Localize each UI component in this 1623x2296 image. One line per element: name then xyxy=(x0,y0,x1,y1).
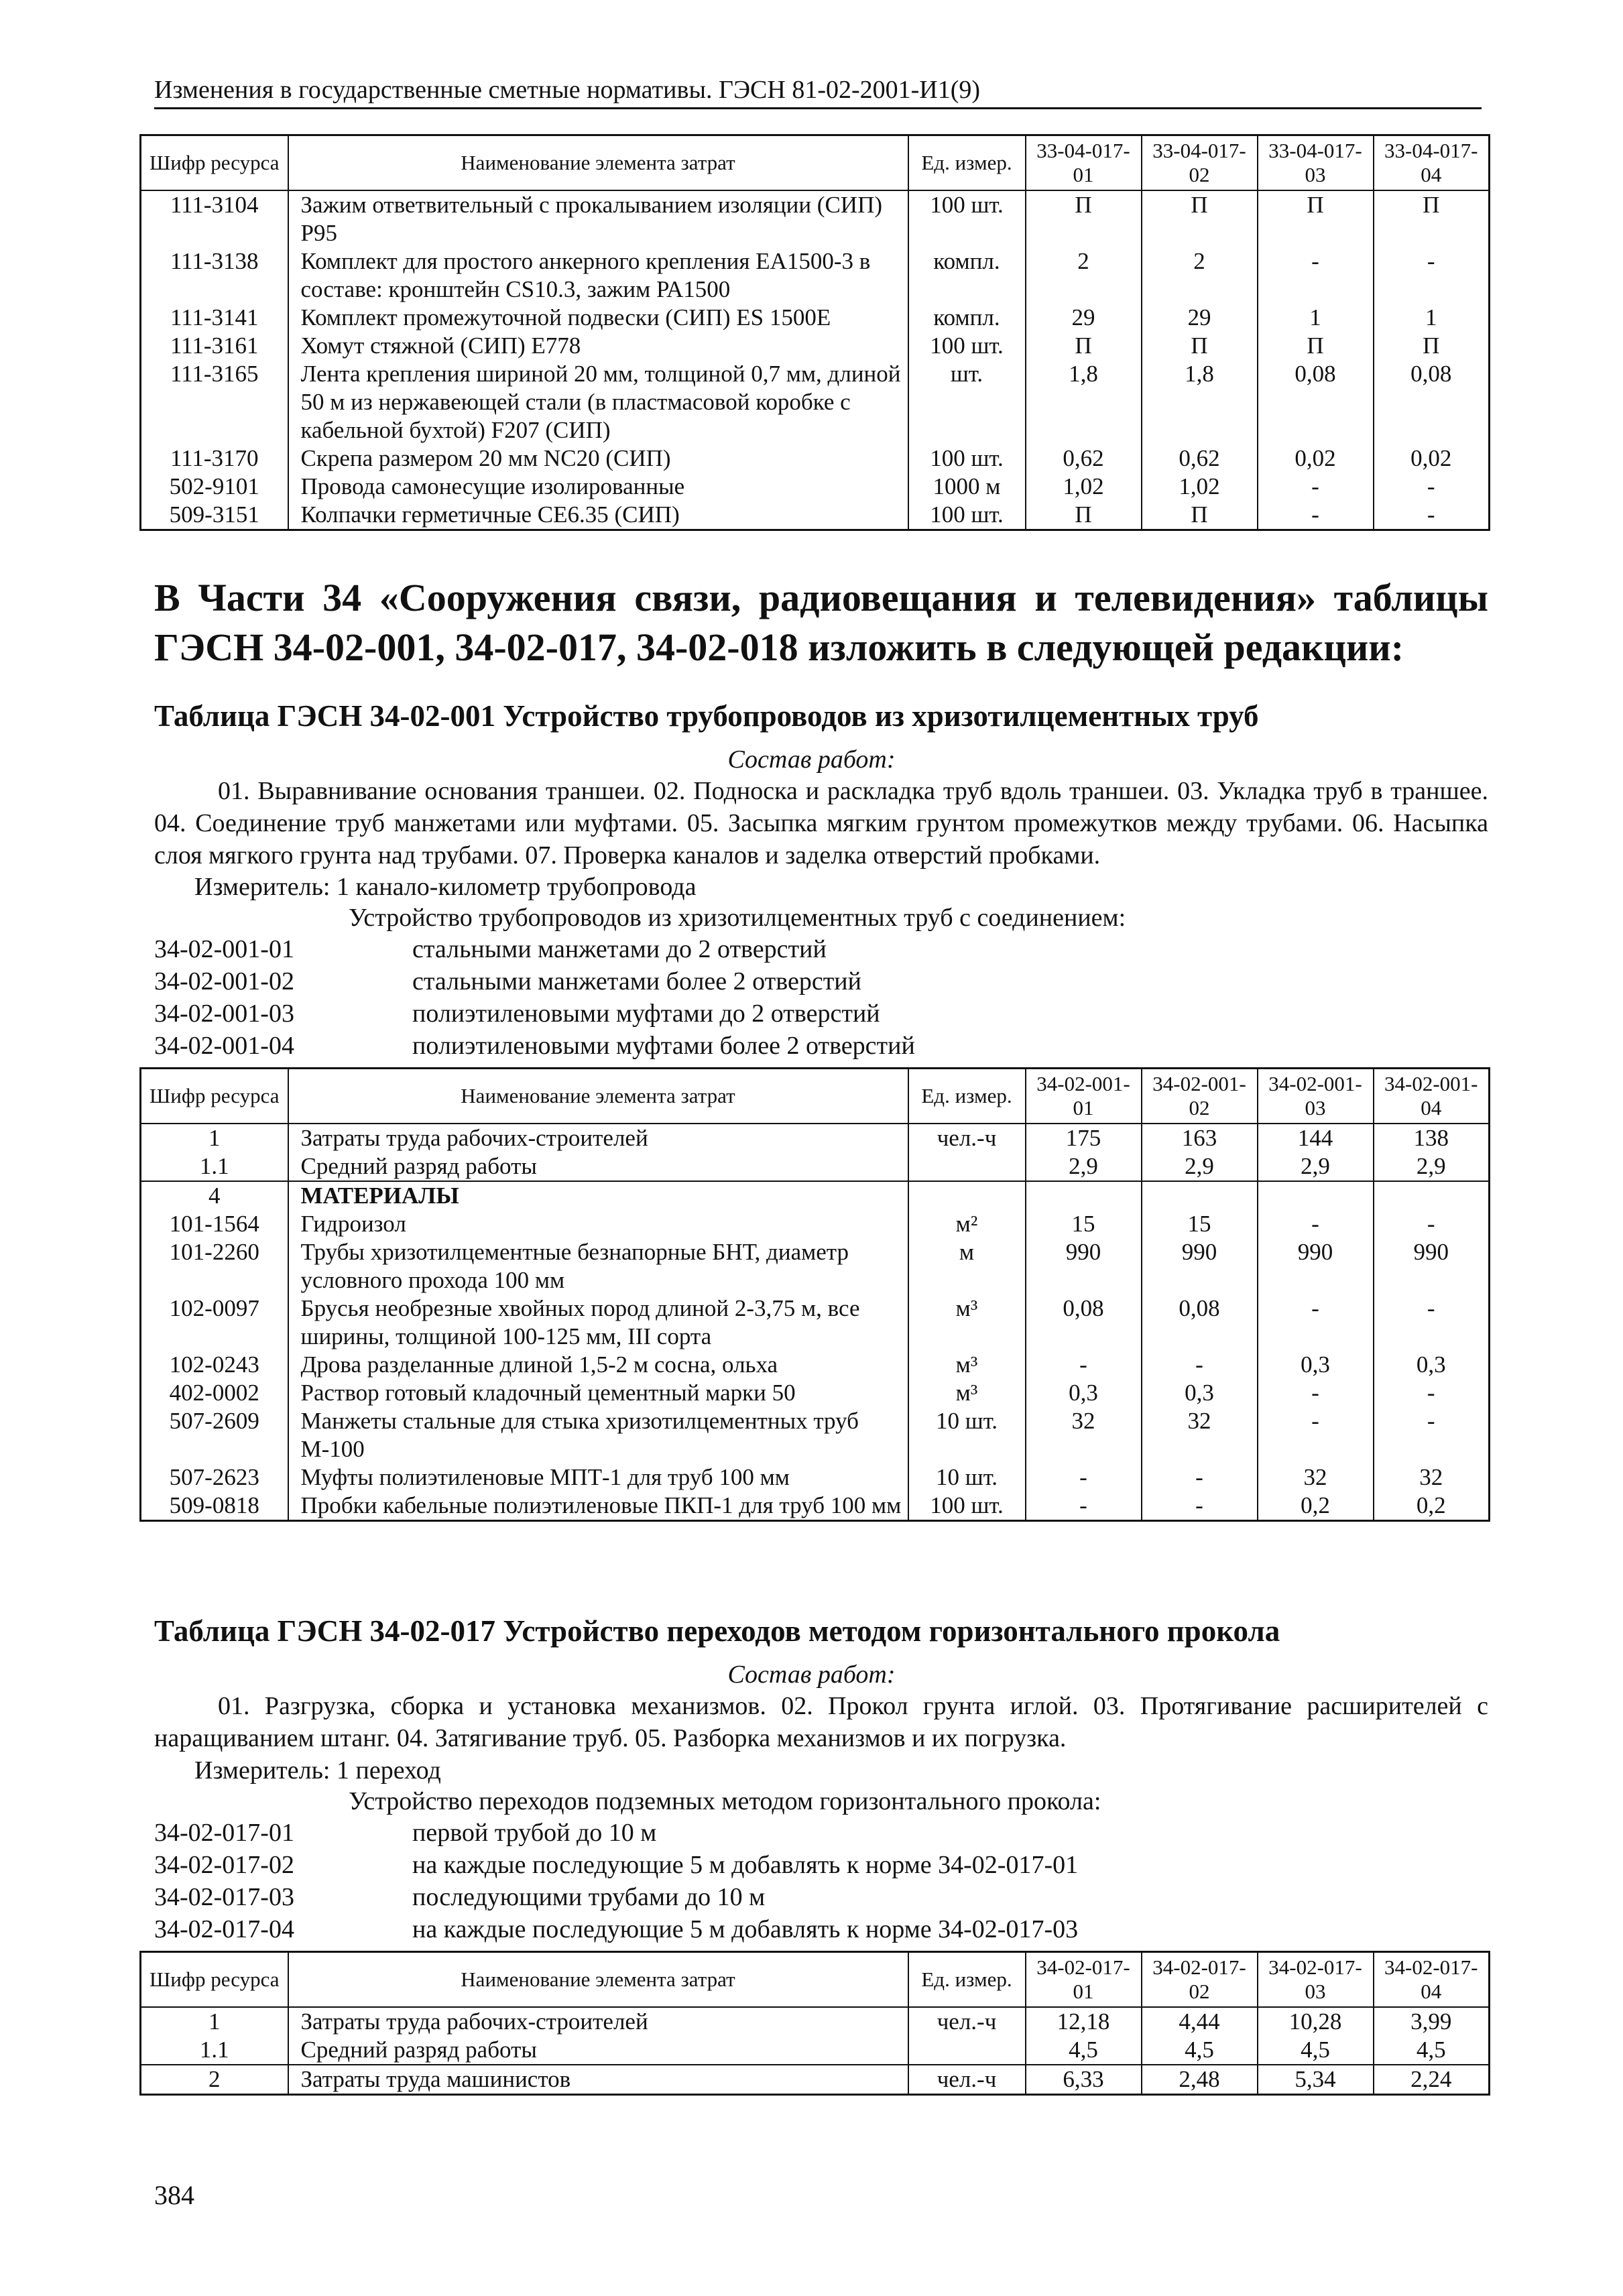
cell-value-2: П xyxy=(1142,332,1258,360)
cell-value-2: 4,5 xyxy=(1142,2036,1258,2065)
cell-name: Гидроизол xyxy=(288,1210,908,1238)
cell-value-3: - xyxy=(1258,247,1374,304)
cell-value-4: 3,99 xyxy=(1374,2007,1490,2036)
cell-value-2: - xyxy=(1142,1351,1258,1379)
variant-code: 34-02-017-03 xyxy=(154,1883,294,1911)
variant-text: стальными манжетами более 2 отверстий xyxy=(412,967,861,995)
section2-title: Таблица ГЭСН 34-02-017 Устройство переходов методом горизонтального прокола xyxy=(154,1614,1280,1648)
cell-value-4: - xyxy=(1374,473,1490,501)
cell-value-2: 15 xyxy=(1142,1210,1258,1238)
cell-value-1: - xyxy=(1026,1463,1142,1492)
cell-value-4: П xyxy=(1374,190,1490,247)
cell-value-2: 990 xyxy=(1142,1238,1258,1294)
cell-code: 102-0243 xyxy=(141,1351,288,1379)
cell-unit: 100 шт. xyxy=(908,1492,1026,1521)
variant-text: стальными манжетами до 2 отверстий xyxy=(412,935,827,963)
cell-value-1: - xyxy=(1026,1492,1142,1521)
cell-code: 1 xyxy=(141,2007,288,2036)
variant-code: 34-02-001-02 xyxy=(154,967,294,995)
cell-code: 402-0002 xyxy=(141,1379,288,1407)
cell-name: Трубы хризотилцементные безнапорные БНТ, диаметр условного прохода 100 мм xyxy=(288,1238,908,1294)
cell-code: 111-3141 xyxy=(141,304,288,332)
variant-text: на каждые последующие 5 м добавлять к норме 34-02-017-03 xyxy=(412,1915,1079,1943)
cell-value-4: - xyxy=(1374,501,1490,530)
header-name: Наименование элемента затрат xyxy=(288,1952,908,2008)
cell-value-3: 0,2 xyxy=(1258,1492,1374,1521)
cell-code: 509-0818 xyxy=(141,1492,288,1521)
table-row xyxy=(141,1463,1490,1492)
cell-value-3: - xyxy=(1258,1379,1374,1407)
header-col-2: 34-02-001-02 xyxy=(1142,1069,1258,1124)
cell-value-4: 2,24 xyxy=(1374,2065,1490,2095)
cell-value-4: 0,3 xyxy=(1374,1351,1490,1379)
cell-value-2: 0,08 xyxy=(1142,1294,1258,1351)
cell-name: Средний разряд работы xyxy=(288,2036,908,2065)
cell-value-2: 4,44 xyxy=(1142,2007,1258,2036)
cell-unit: м xyxy=(908,1238,1026,1294)
cell-value-2: 0,3 xyxy=(1142,1379,1258,1407)
variant-code: 34-02-017-04 xyxy=(154,1915,294,1943)
section2-meter: Измеритель: 1 переход xyxy=(194,1756,441,1785)
table-row xyxy=(141,360,1490,444)
variant-code: 34-02-017-02 xyxy=(154,1851,294,1879)
cell-name: Средний разряд работы xyxy=(288,1152,908,1181)
cell-value-2: П xyxy=(1142,190,1258,247)
cell-value-1: 0,3 xyxy=(1026,1379,1142,1407)
cell-value-3: 4,5 xyxy=(1258,2036,1374,2065)
cell-value-3: - xyxy=(1258,501,1374,530)
cell-value-1: - xyxy=(1026,1351,1142,1379)
cell-name: Манжеты стальные для стыка хризотилцементных труб М-100 xyxy=(288,1407,908,1463)
cell-value-2: 1,02 xyxy=(1142,473,1258,501)
cell-value-4: 32 xyxy=(1374,1463,1490,1492)
table-row xyxy=(141,1407,1490,1463)
cell-value-1: 0,08 xyxy=(1026,1294,1142,1351)
header-col-2: 34-02-017-02 xyxy=(1142,1952,1258,2008)
cell-value-3: 1 xyxy=(1258,304,1374,332)
cell-name: Лента крепления шириной 20 мм, толщиной 0,7 мм, длиной 50 м из нержавеющей стали (в пластмасовой коробке с кабельной бухтой) F207 (СИП) xyxy=(288,360,908,444)
cell-value-3: 32 xyxy=(1258,1463,1374,1492)
section2-composition-text: 01. Разгрузка, сборка и установка механизмов. 02. Прокол грунта иглой. 03. Протягивание расширителей с наращиванием штанг. 04. Затягивание труб. 05. Разборка механизмов и их погрузка. xyxy=(154,1692,1488,1752)
header-name: Наименование элемента затрат xyxy=(288,135,908,191)
variant-code: 34-02-001-03 xyxy=(154,1000,294,1028)
cell-value-4: 0,02 xyxy=(1374,444,1490,473)
header-col-4: 34-02-001-04 xyxy=(1374,1069,1490,1124)
cell-name: Хомут стяжной (СИП) Е778 xyxy=(288,332,908,360)
cell-value-2: 29 xyxy=(1142,304,1258,332)
cell-value-3: 5,34 xyxy=(1258,2065,1374,2095)
table-row xyxy=(141,247,1490,304)
header-unit: Ед. измер. xyxy=(908,1952,1026,2008)
cell-value-4: - xyxy=(1374,1379,1490,1407)
table-row xyxy=(141,1124,1490,1152)
table-row xyxy=(141,1492,1490,1521)
resource-table-34-02-001 xyxy=(139,1067,1490,1522)
cell-code: 111-3138 xyxy=(141,247,288,304)
header-col-1: 33-04-017-01 xyxy=(1026,135,1142,191)
cell-value-4: 4,5 xyxy=(1374,2036,1490,2065)
table-header-row xyxy=(141,1069,1490,1124)
cell-code: 101-2260 xyxy=(141,1238,288,1294)
table-row xyxy=(141,473,1490,501)
cell-unit: чел.-ч xyxy=(908,2065,1026,2095)
cell-value-2: 1,8 xyxy=(1142,360,1258,444)
cell-unit: 100 шт. xyxy=(908,332,1026,360)
cell-value-4: - xyxy=(1374,1294,1490,1351)
table-row xyxy=(141,2007,1490,2036)
cell-value-4: 0,2 xyxy=(1374,1492,1490,1521)
table-row xyxy=(141,2036,1490,2065)
table-row xyxy=(141,1238,1490,1294)
cell-unit xyxy=(908,2036,1026,2065)
section1-composition-text: 01. Выравнивание основания траншеи. 02. Поднoска и раскладка труб вдоль траншеи. 03. Укладка труб в траншее. 04. Соединение труб манжетами или муфтами. 05. Засыпка мягким грунтом промежутков между трубами. 06. Насыпка слоя мягкого грунта над трубами. 07. Проверка каналов и заделка отверстий пробками. xyxy=(154,777,1488,869)
cell-unit: 10 шт. xyxy=(908,1463,1026,1492)
cell-code: 102-0097 xyxy=(141,1294,288,1351)
header-col-3: 34-02-001-03 xyxy=(1258,1069,1374,1124)
cell-code: 1.1 xyxy=(141,1152,288,1181)
cell-value-4: П xyxy=(1374,332,1490,360)
cell-value-1: 2 xyxy=(1026,247,1142,304)
header-unit: Ед. измер. xyxy=(908,1069,1026,1124)
cell-code: 4 xyxy=(141,1181,288,1210)
cell-value-2: - xyxy=(1142,1463,1258,1492)
table-row xyxy=(141,1181,1490,1210)
table-row xyxy=(141,501,1490,530)
cell-value-4: - xyxy=(1374,1407,1490,1463)
cell-value-3: П xyxy=(1258,332,1374,360)
variant-code: 34-02-017-01 xyxy=(154,1819,294,1847)
section1-variant xyxy=(154,933,827,965)
cell-value-2: П xyxy=(1142,501,1258,530)
cell-value-1: 29 xyxy=(1026,304,1142,332)
cell-value-3: 0,08 xyxy=(1258,360,1374,444)
cell-code: 507-2623 xyxy=(141,1463,288,1492)
cell-unit: чел.-ч xyxy=(908,1124,1026,1152)
variant-text: полиэтиленовыми муфтами более 2 отверстий xyxy=(412,1032,915,1060)
resource-table-34-02-017 xyxy=(139,1951,1490,2096)
table-row xyxy=(141,190,1490,247)
variant-text: на каждые последующие 5 м добавлять к норме 34-02-017-01 xyxy=(412,1851,1079,1879)
cell-value-3: 10,28 xyxy=(1258,2007,1374,2036)
cell-code: 111-3170 xyxy=(141,444,288,473)
cell-code: 507-2609 xyxy=(141,1407,288,1463)
page-number: 384 xyxy=(154,2180,194,2210)
cell-value-1: 1,02 xyxy=(1026,473,1142,501)
table-header-row xyxy=(141,135,1490,191)
section1-meter: Измеритель: 1 канало-километр трубопровода xyxy=(194,873,697,901)
variant-code: 34-02-001-01 xyxy=(154,935,294,963)
cell-value-1: 4,5 xyxy=(1026,2036,1142,2065)
section1-lead: Устройство трубопроводов из хризотилцементных труб с соединением: xyxy=(349,904,1126,932)
cell-value-3: 144 xyxy=(1258,1124,1374,1152)
table-row xyxy=(141,304,1490,332)
cell-value-4: 0,08 xyxy=(1374,360,1490,444)
cell-value-3: 990 xyxy=(1258,1238,1374,1294)
cell-unit: 100 шт. xyxy=(908,190,1026,247)
cell-name: Колпачки герметичные СЕ6.35 (СИП) xyxy=(288,501,908,530)
cell-value-1: 32 xyxy=(1026,1407,1142,1463)
header-name: Наименование элемента затрат xyxy=(288,1069,908,1124)
cell-unit xyxy=(908,1152,1026,1181)
section1-variant xyxy=(154,965,861,998)
cell-name: МАТЕРИАЛЫ xyxy=(288,1181,908,1210)
cell-code: 111-3165 xyxy=(141,360,288,444)
cell-code: 1.1 xyxy=(141,2036,288,2065)
cell-unit: 1000 м xyxy=(908,473,1026,501)
cell-value-2: 2,9 xyxy=(1142,1152,1258,1181)
header-col-4: 34-02-017-04 xyxy=(1374,1952,1490,2008)
cell-unit: компл. xyxy=(908,247,1026,304)
cell-value-1: 2,9 xyxy=(1026,1152,1142,1181)
cell-value-2: - xyxy=(1142,1492,1258,1521)
cell-value-4: 2,9 xyxy=(1374,1152,1490,1181)
cell-unit: компл. xyxy=(908,304,1026,332)
cell-name: Пробки кабельные полиэтиленовые ПКП-1 для труб 100 мм xyxy=(288,1492,908,1521)
cell-unit: чел.-ч xyxy=(908,2007,1026,2036)
section1-variant xyxy=(154,1030,915,1062)
table-row xyxy=(141,1152,1490,1181)
table-row xyxy=(141,444,1490,473)
cell-name: Зажим ответвительный с прокалыванием изоляции (СИП) Р95 xyxy=(288,190,908,247)
section2-variant xyxy=(154,1817,656,1849)
section2-variant xyxy=(154,1913,1078,1945)
cell-value-2: 163 xyxy=(1142,1124,1258,1152)
cell-value-4: 990 xyxy=(1374,1238,1490,1294)
cell-unit: м³ xyxy=(908,1294,1026,1351)
table-row xyxy=(141,1210,1490,1238)
cell-value-1: П xyxy=(1026,190,1142,247)
cell-value-1: 0,62 xyxy=(1026,444,1142,473)
cell-name: Провода самонесущие изолированные xyxy=(288,473,908,501)
header-col-4: 33-04-017-04 xyxy=(1374,135,1490,191)
cell-code: 111-3104 xyxy=(141,190,288,247)
cell-value-2: 2,48 xyxy=(1142,2065,1258,2095)
cell-code: 502-9101 xyxy=(141,473,288,501)
header-col-1: 34-02-001-01 xyxy=(1026,1069,1142,1124)
table-header-row xyxy=(141,1952,1490,2008)
cell-value-2: 2 xyxy=(1142,247,1258,304)
cell-value-4 xyxy=(1374,1181,1490,1210)
cell-unit: шт. xyxy=(908,360,1026,444)
cell-name: Брусья необрезные хвойных пород длиной 2-3,75 м, все ширины, толщиной 100-125 мм, III сорта xyxy=(288,1294,908,1351)
table-row xyxy=(141,1351,1490,1379)
cell-name: Муфты полиэтиленовые МПТ-1 для труб 100 мм xyxy=(288,1463,908,1492)
table-row xyxy=(141,2065,1490,2095)
cell-code: 101-1564 xyxy=(141,1210,288,1238)
cell-value-1: П xyxy=(1026,501,1142,530)
cell-value-3: - xyxy=(1258,473,1374,501)
variant-text: последующими трубами до 10 м xyxy=(412,1883,766,1911)
cell-value-2 xyxy=(1142,1181,1258,1210)
table-row xyxy=(141,1294,1490,1351)
header-unit: Ед. измер. xyxy=(908,135,1026,191)
cell-unit xyxy=(908,1181,1026,1210)
header-code: Шифр ресурса xyxy=(141,1069,288,1124)
cell-value-3: - xyxy=(1258,1407,1374,1463)
cell-value-2: 0,62 xyxy=(1142,444,1258,473)
section1-variant xyxy=(154,998,880,1030)
cell-name: Дрова разделанные длиной 1,5-2 м сосна, ольха xyxy=(288,1351,908,1379)
cell-name: Затраты труда машинистов xyxy=(288,2065,908,2095)
header-code: Шифр ресурса xyxy=(141,135,288,191)
cell-name: Затраты труда рабочих-строителей xyxy=(288,2007,908,2036)
cell-unit: м³ xyxy=(908,1351,1026,1379)
cell-value-1: 990 xyxy=(1026,1238,1142,1294)
cell-value-4: - xyxy=(1374,1210,1490,1238)
cell-code: 509-3151 xyxy=(141,501,288,530)
cell-value-1: 6,33 xyxy=(1026,2065,1142,2095)
running-head: Изменения в государственные сметные нормативы. ГЭСН 81-02-2001-И1(9) xyxy=(154,74,1482,109)
header-code: Шифр ресурса xyxy=(141,1952,288,2008)
cell-code: 111-3161 xyxy=(141,332,288,360)
cell-name: Затраты труда рабочих-строителей xyxy=(288,1124,908,1152)
cell-unit: м³ xyxy=(908,1379,1026,1407)
cell-unit: 10 шт. xyxy=(908,1407,1026,1463)
cell-value-1 xyxy=(1026,1181,1142,1210)
cell-value-3: П xyxy=(1258,190,1374,247)
cell-unit: 100 шт. xyxy=(908,501,1026,530)
section2-lead: Устройство переходов подземных методом горизонтального прокола: xyxy=(349,1787,1101,1815)
cell-value-3: 0,02 xyxy=(1258,444,1374,473)
cell-name: Комплект для простого анкерного крепления ЕА1500-3 в составе: кронштейн CS10.3, зажим РА1500 xyxy=(288,247,908,304)
cell-name: Скрепа размером 20 мм NC20 (СИП) xyxy=(288,444,908,473)
variant-code: 34-02-001-04 xyxy=(154,1032,294,1060)
cell-code: 1 xyxy=(141,1124,288,1152)
cell-unit: м² xyxy=(908,1210,1026,1238)
cell-value-3: 0,3 xyxy=(1258,1351,1374,1379)
section2-variant xyxy=(154,1881,765,1913)
cell-name: Раствор готовый кладочный цементный марки 50 xyxy=(288,1379,908,1407)
cell-value-4: - xyxy=(1374,247,1490,304)
table-row xyxy=(141,332,1490,360)
cell-name: Комплект промежуточной подвески (СИП) ES 1500Е xyxy=(288,304,908,332)
cell-value-3: - xyxy=(1258,1210,1374,1238)
cell-unit: 100 шт. xyxy=(908,444,1026,473)
section1-title: Таблица ГЭСН 34-02-001 Устройство трубопроводов из хризотилцементных труб xyxy=(154,699,1259,733)
cell-value-3: - xyxy=(1258,1294,1374,1351)
variant-text: первой трубой до 10 м xyxy=(412,1819,657,1847)
cell-value-4: 138 xyxy=(1374,1124,1490,1152)
cell-code: 2 xyxy=(141,2065,288,2095)
cell-value-1: 175 xyxy=(1026,1124,1142,1152)
section1-composition-label: Состав работ: xyxy=(727,745,896,774)
table-row xyxy=(141,1379,1490,1407)
cell-value-3: 2,9 xyxy=(1258,1152,1374,1181)
cell-value-1: 1,8 xyxy=(1026,360,1142,444)
header-col-1: 34-02-017-01 xyxy=(1026,1952,1142,2008)
cell-value-3 xyxy=(1258,1181,1374,1210)
header-col-3: 33-04-017-03 xyxy=(1258,135,1374,191)
header-col-3: 34-02-017-03 xyxy=(1258,1952,1374,2008)
section2-composition-label: Состав работ: xyxy=(727,1660,896,1689)
cell-value-1: П xyxy=(1026,332,1142,360)
cell-value-4: 1 xyxy=(1374,304,1490,332)
cell-value-1: 12,18 xyxy=(1026,2007,1142,2036)
cell-value-1: 15 xyxy=(1026,1210,1142,1238)
section2-variant xyxy=(154,1849,1078,1881)
header-col-2: 33-04-017-02 xyxy=(1142,135,1258,191)
part-34-heading: В Части 34 «Сооружения связи, радиовещания и телевидения» таблицы ГЭСН 34-02-001, 34-02-017, 34-02-018 изложить в следующей редакции: xyxy=(154,576,1488,669)
variant-text: полиэтиленовыми муфтами до 2 отверстий xyxy=(412,1000,880,1028)
cell-value-2: 32 xyxy=(1142,1407,1258,1463)
resource-table-33-04-017 xyxy=(139,134,1490,531)
